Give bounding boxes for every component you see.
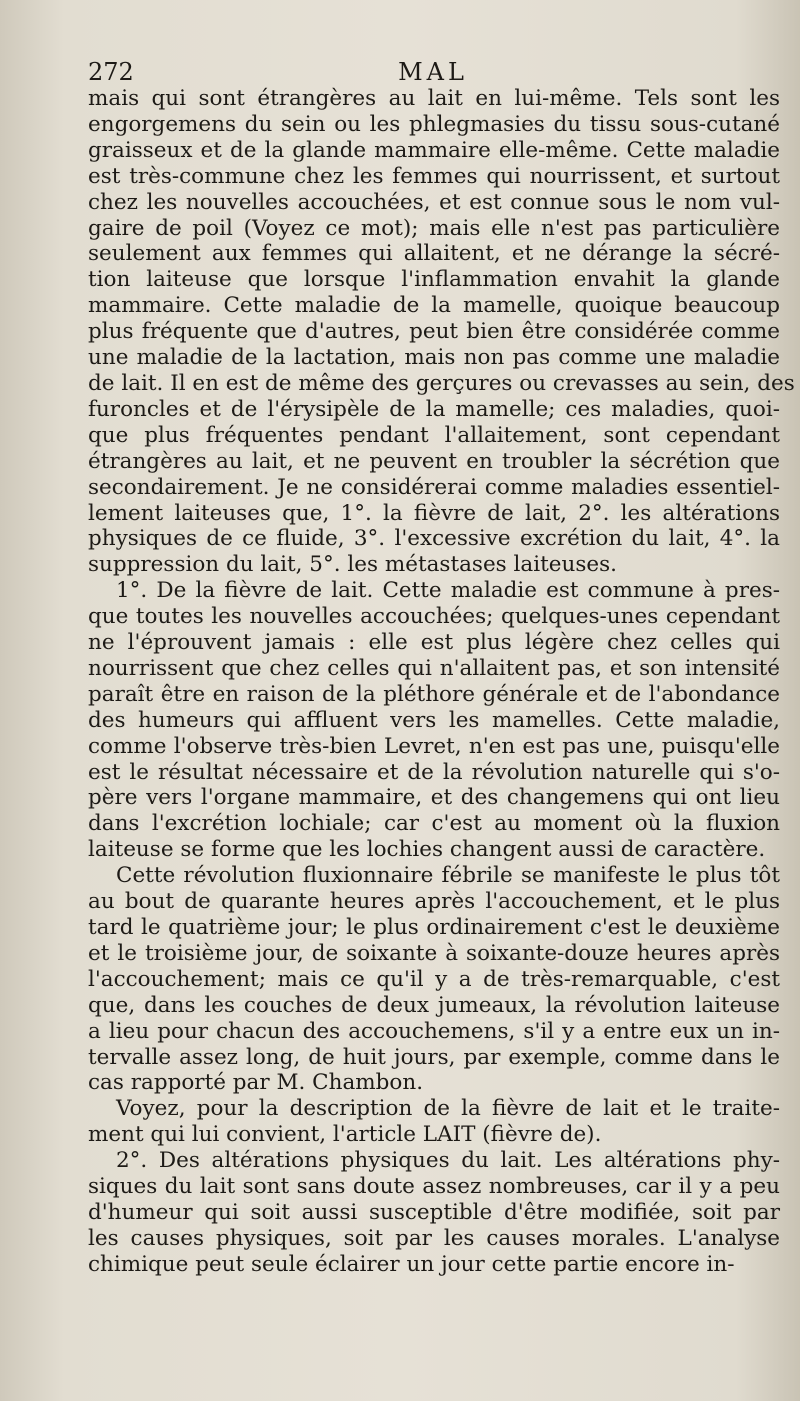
paragraph xyxy=(88,863,780,1096)
text-line: gaire de poil (Voyez ce mot); mais elle n'est pas particulière xyxy=(88,215,780,241)
text-line: est le résultat nécessaire et de la révolution naturelle qui s'o- xyxy=(88,759,780,785)
text-line: physiques de ce fluide, 3°. l'excessive excrétion du lait, 4°. la xyxy=(88,526,780,552)
text-line: Voyez, pour la description de la fièvre de lait et le traite- xyxy=(116,1096,780,1122)
text-line: tard le quatrième jour; le plus ordinairement c'est le deuxième xyxy=(88,915,780,940)
text-line: a lieu pour chacun des accouchemens, s'il y a entre eux un in- xyxy=(88,1018,780,1044)
text-line: laiteuse se forme que les lochies changent aussi de caractère. xyxy=(88,837,766,863)
paragraph xyxy=(88,1096,780,1148)
text-line: cas rapporté par M. Chambon. xyxy=(88,1070,424,1096)
page-header xyxy=(88,58,778,88)
text-line: les causes physiques, soit par les causes morales. L'analyse xyxy=(88,1225,780,1251)
text-line: tion laiteuse que lorsque l'inflammation envahit la glande xyxy=(88,267,780,293)
running-head: MAL xyxy=(398,58,468,86)
page-number: 272 xyxy=(88,58,134,86)
text-line: que plus fréquentes pendant l'allaitement, sont cependant xyxy=(88,422,780,448)
text-line: 1°. De la fièvre de lait. Cette maladie est commune à pres- xyxy=(116,578,780,604)
paragraph xyxy=(88,1148,780,1278)
text-line: chez les nouvelles accouchées, et est connue sous le nom vul- xyxy=(88,189,780,215)
text-line: secondairement. Je ne considérerai comme maladies essentiel- xyxy=(88,474,780,500)
paragraph xyxy=(88,86,795,578)
text-line: mais qui sont étrangères au lait en lui-même. Tels sont les xyxy=(88,86,780,111)
text-line: est très-commune chez les femmes qui nourrissent, et surtout xyxy=(88,163,780,189)
text-line: que, dans les couches de deux jumeaux, la révolution laiteuse xyxy=(88,992,780,1018)
text-line: Cette révolution fluxionnaire fébrile se manifeste le plus tôt xyxy=(116,863,780,889)
page-body-text xyxy=(88,86,795,1278)
text-line: père vers l'organe mammaire, et des changemens qui ont lieu xyxy=(88,785,780,811)
text-line: suppression du lait, 5°. les métastases laiteuses. xyxy=(88,552,617,578)
text-line: comme l'observe très-bien Levret, n'en est pas une, puisqu'elle xyxy=(88,733,780,759)
text-line: d'humeur qui soit aussi susceptible d'être modifiée, soit par xyxy=(88,1199,780,1225)
text-line: paraît être en raison de la pléthore générale et de l'abondance xyxy=(88,681,780,707)
text-line: chimique peut seule éclairer un jour cette partie encore in- xyxy=(88,1251,735,1277)
text-line: et le troisième jour, de soixante à soixante-douze heures après xyxy=(88,940,780,966)
text-line: graisseux et de la glande mammaire elle-même. Cette maladie xyxy=(88,137,780,163)
paragraph xyxy=(88,578,780,863)
text-line: des humeurs qui affluent vers les mamelles. Cette maladie, xyxy=(88,707,780,733)
text-line: l'accouchement; mais ce qu'il y a de très-remarquable, c'est xyxy=(88,966,780,992)
text-line: 2°. Des altérations physiques du lait. Les altérations phy- xyxy=(116,1148,780,1174)
text-line: siques du lait sont sans doute assez nombreuses, car il y a peu xyxy=(88,1174,780,1200)
text-line: ne l'éprouvent jamais : elle est plus légère chez celles qui xyxy=(88,630,780,656)
text-line: dans l'excrétion lochiale; car c'est au moment où la fluxion xyxy=(88,811,780,837)
text-line: au bout de quarante heures après l'accouchement, et le plus xyxy=(88,889,780,915)
text-line: que toutes les nouvelles accouchées; quelques-unes cependant xyxy=(88,604,780,630)
text-line: de lait. Il en est de même des gerçures ou crevasses au sein, des xyxy=(88,370,795,396)
text-line: engorgemens du sein ou les phlegmasies du tissu sous-cutané xyxy=(88,111,780,137)
text-line: seulement aux femmes qui allaitent, et ne dérange la sécré- xyxy=(88,241,780,267)
text-line: une maladie de la lactation, mais non pas comme une maladie xyxy=(88,345,780,371)
text-line: furoncles et de l'érysipèle de la mamelle; ces maladies, quoi- xyxy=(88,396,780,422)
text-line: nourrissent que chez celles qui n'allaitent pas, et son intensité xyxy=(88,655,780,681)
text-line: lement laiteuses que, 1°. la fièvre de lait, 2°. les altérations xyxy=(88,500,780,526)
text-line: ment qui lui convient, l'article LAIT (fièvre de). xyxy=(88,1122,602,1148)
text-line: tervalle assez long, de huit jours, par exemple, comme dans le xyxy=(88,1044,780,1070)
text-line: mammaire. Cette maladie de la mamelle, quoique beaucoup xyxy=(88,293,780,319)
text-line: plus fréquente que d'autres, peut bien être considérée comme xyxy=(88,319,780,345)
text-line: étrangères au lait, et ne peuvent en troubler la sécrétion que xyxy=(88,448,780,474)
